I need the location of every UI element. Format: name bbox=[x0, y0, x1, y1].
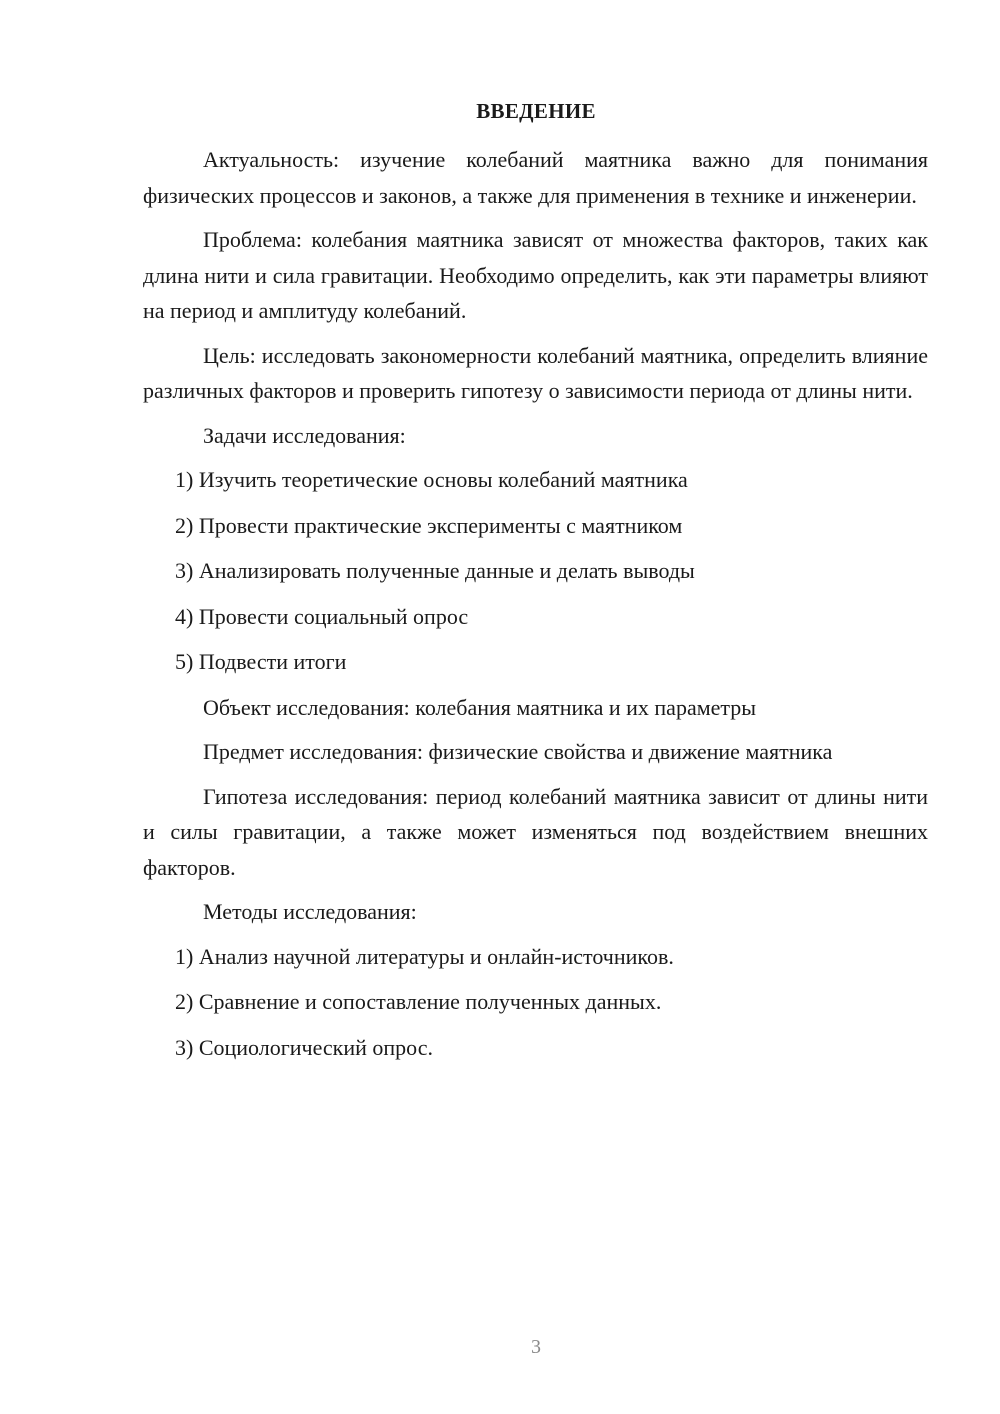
document-body bbox=[143, 142, 928, 1075]
list-item: 3) Анализировать полученные данные и делать выводы bbox=[175, 558, 695, 583]
page-title: ВВЕДЕНИЕ bbox=[476, 99, 596, 123]
methods-list bbox=[143, 939, 928, 1066]
relevance-paragraph: Актуальность: изучение колебаний маятника важно для понимания физических процессов и законов, а также для применения в технике и инженерии. bbox=[143, 147, 928, 208]
list-item: 1) Изучить теоретические основы колебаний маятника bbox=[175, 467, 688, 492]
tasks-list bbox=[143, 462, 928, 680]
list-item: 1) Анализ научной литературы и онлайн-источников. bbox=[175, 943, 674, 969]
problem-paragraph: Проблема: колебания маятника зависят от множества факторов, таких как длина нити и сила гравитации. Необходимо определить, как эти параметры влияют на период и амплитуду колебаний. bbox=[143, 227, 928, 323]
list-item: 5) Подвести итоги bbox=[175, 649, 347, 674]
list-item: 4) Провести социальный опрос bbox=[175, 603, 469, 629]
tasks-heading: Задачи исследования: bbox=[203, 422, 406, 448]
list-item: 3) Социологический опрос. bbox=[175, 1034, 433, 1060]
list-item: 2) Провести практические эксперименты с маятником bbox=[175, 512, 683, 538]
list-item: 2) Сравнение и сопоставление полученных данных. bbox=[175, 989, 662, 1014]
page-number: 3 bbox=[531, 1336, 541, 1358]
goal-paragraph: Цель: исследовать закономерности колебаний маятника, определить влияние различных факторов и проверить гипотезу о зависимости периода от длины нити. bbox=[143, 342, 928, 403]
methods-heading: Методы исследования: bbox=[203, 899, 417, 924]
object-paragraph: Объект исследования: колебания маятника и их параметры bbox=[203, 694, 757, 720]
hypothesis-paragraph: Гипотеза исследования: период колебаний маятника зависит от длины нити и силы гравитации, а также может изменяться под воздействием внешних факторов. bbox=[143, 783, 928, 880]
subject-paragraph: Предмет исследования: физические свойства и движение маятника bbox=[203, 739, 833, 764]
